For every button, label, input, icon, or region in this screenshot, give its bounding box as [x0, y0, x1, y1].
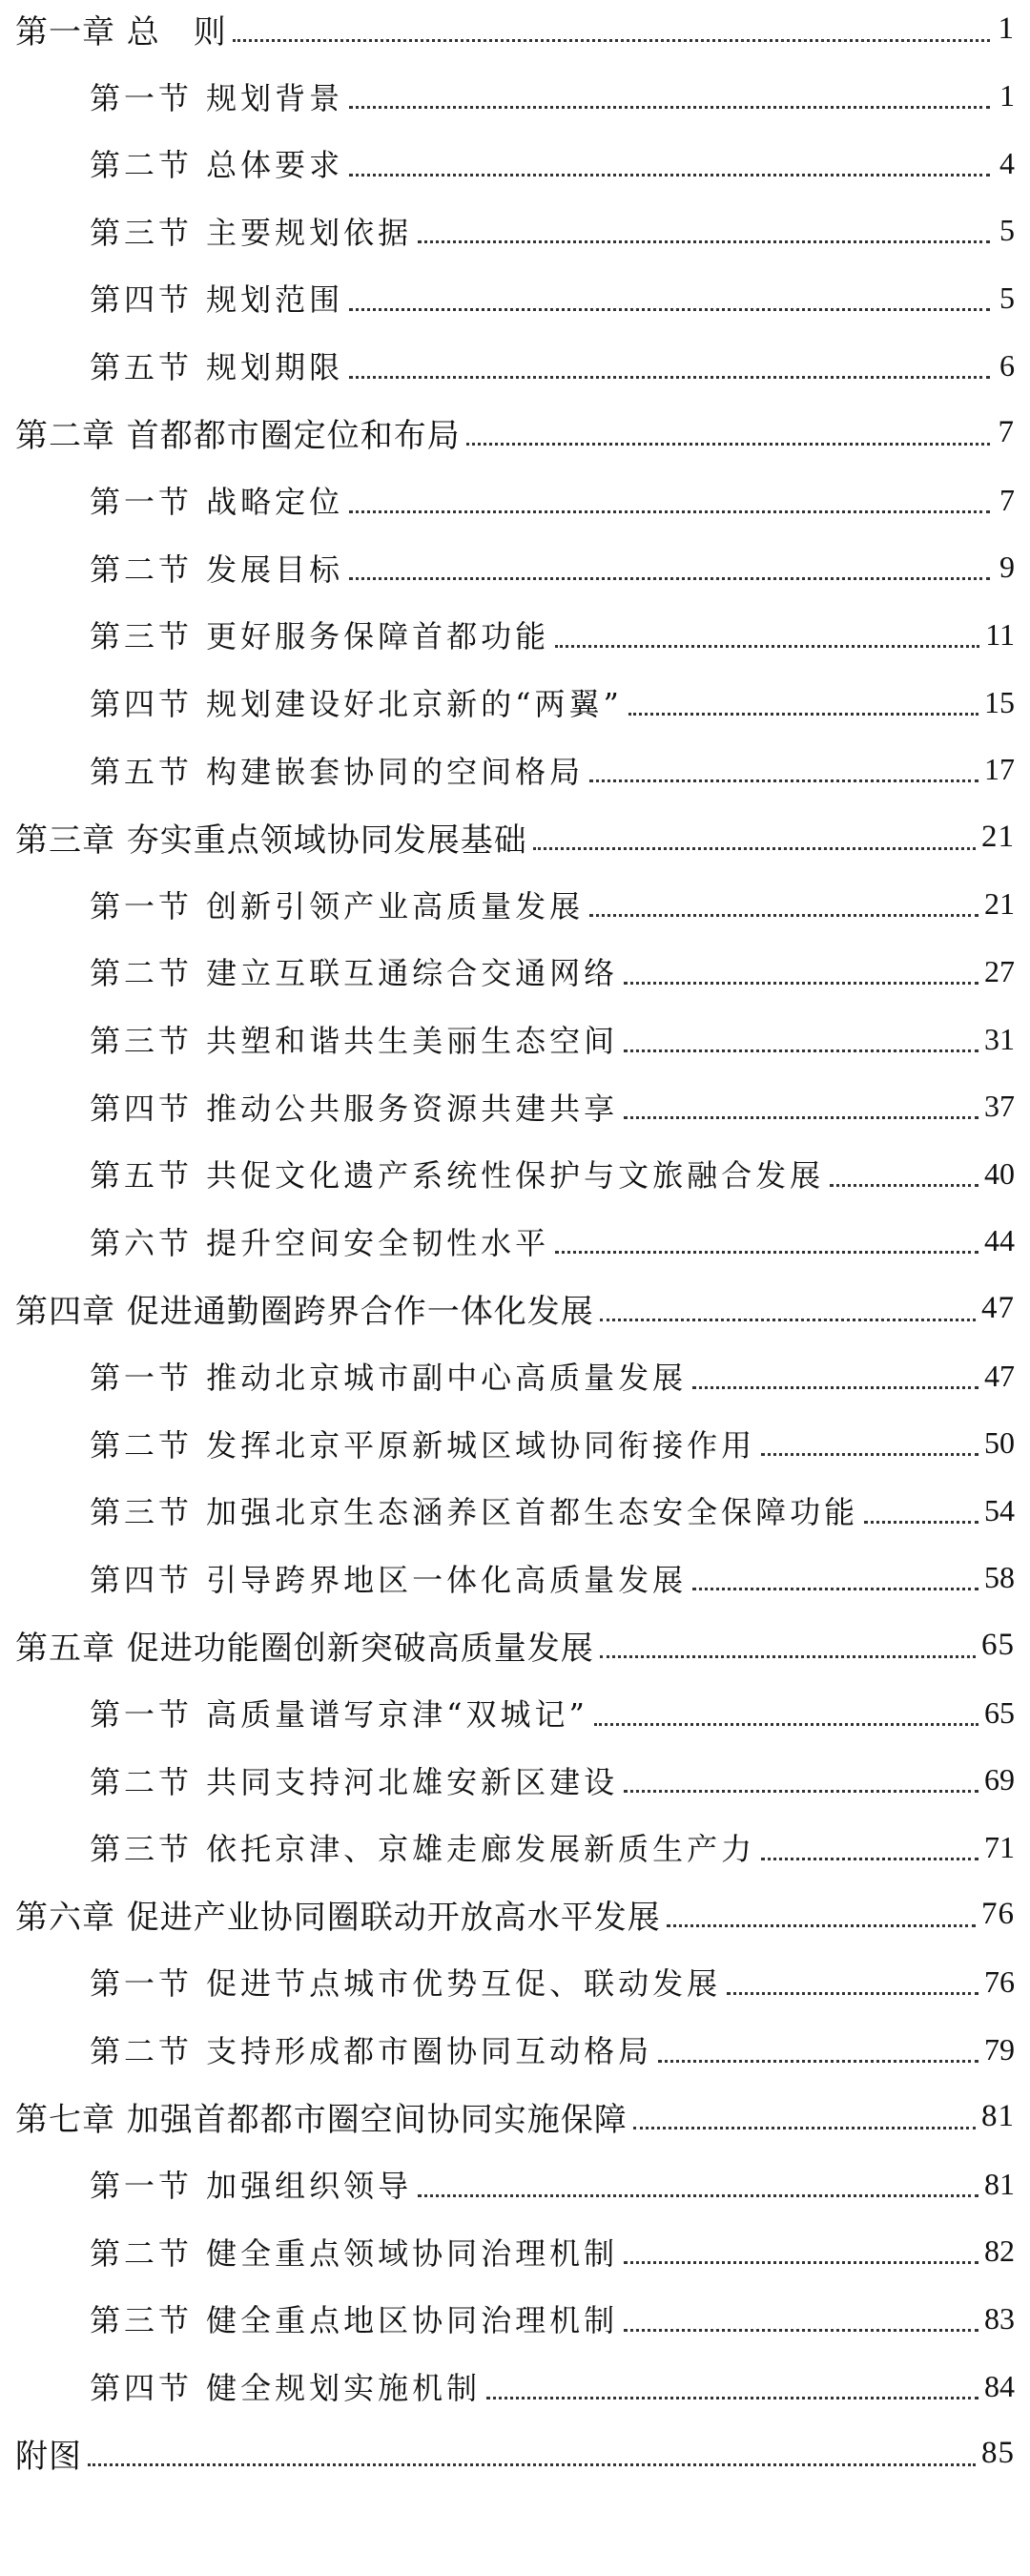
toc-page-number: 85: [981, 2436, 1015, 2471]
toc-entry-title: 第五章 促进功能圈创新突破高质量发展: [15, 1629, 594, 1668]
toc-page-number: 21: [981, 819, 1015, 854]
toc-page-number: 50: [984, 1425, 1015, 1461]
toc-page-number: 84: [984, 2368, 1015, 2403]
toc-entry-title: 第四节 健全规划实施机制: [90, 2370, 482, 2406]
toc-page-number: 47: [984, 1358, 1015, 1393]
dot-leader: [589, 779, 978, 782]
dot-leader: [594, 1723, 978, 1726]
toc-entry-title: 第一节 战略定位: [90, 484, 344, 521]
dot-leader: [418, 240, 990, 243]
toc-chapter-entry[interactable]: [15, 2425, 1015, 2483]
toc-entry-title: 第一节 推动北京城市副中心高质量发展: [90, 1360, 688, 1396]
toc-page-number: 4: [999, 145, 1015, 180]
toc-page-number: 54: [984, 1492, 1015, 1527]
toc-page-number: 69: [984, 1762, 1015, 1797]
toc-entry-title: 第四章 促进通勤圈跨界合作一体化发展: [15, 1292, 594, 1331]
dot-leader: [692, 1588, 978, 1590]
toc-section-entry[interactable]: [90, 269, 1015, 326]
dot-leader: [692, 1386, 978, 1389]
toc-page-number: 7: [999, 482, 1015, 517]
dot-leader: [624, 2261, 978, 2264]
toc-chapter-entry[interactable]: [15, 1886, 1015, 1943]
toc-page-number: 81: [984, 2166, 1015, 2201]
dot-leader: [600, 1655, 976, 1658]
toc-entry-title: 第四节 规划范围: [90, 281, 344, 319]
toc-entry-title: 第三节 更好服务保障首都功能: [90, 618, 550, 655]
toc-section-entry[interactable]: [90, 135, 1015, 192]
toc-section-entry[interactable]: [90, 337, 1015, 394]
toc-page-number: 27: [984, 953, 1015, 988]
toc-section-entry[interactable]: [90, 1347, 1015, 1404]
toc-entry-title: 第二节 发挥北京平原新城区域协同衔接作用: [90, 1426, 756, 1464]
toc-page-number: 71: [984, 1829, 1015, 1864]
toc-entry-title: 第七章 加强首都都市圈空间协同实施保障: [15, 2101, 628, 2140]
toc-section-entry[interactable]: [90, 202, 1015, 260]
dot-leader: [667, 1924, 976, 1927]
toc-page-number: 9: [999, 550, 1015, 585]
toc-entry-title: 第六章 促进产业协同圈联动开放高水平发展: [15, 1899, 661, 1938]
toc-page-number: 5: [999, 280, 1015, 315]
toc-section-entry[interactable]: [90, 1213, 1015, 1270]
dot-leader: [658, 2060, 978, 2063]
toc-section-entry[interactable]: [90, 471, 1015, 529]
toc-page-number: 40: [984, 1155, 1015, 1191]
toc-chapter-entry[interactable]: [15, 2088, 1015, 2146]
dot-leader: [349, 308, 990, 311]
toc-entry-title: 附图: [15, 2438, 82, 2477]
toc-entry-title: 第四节 推动公共服务资源共建共享: [90, 1090, 619, 1127]
toc-page-number: 15: [984, 684, 1015, 719]
toc-page-number: 47: [981, 1290, 1015, 1325]
toc-section-entry[interactable]: [90, 1549, 1015, 1607]
toc-page-number: 82: [984, 2233, 1015, 2269]
toc-page-number: 1: [998, 10, 1015, 46]
toc-section-entry[interactable]: [90, 2223, 1015, 2280]
dot-leader: [624, 1049, 978, 1052]
toc-page-number: 11: [985, 616, 1015, 652]
toc-page-number: 65: [981, 1627, 1015, 1662]
dot-leader: [761, 1858, 978, 1860]
dot-leader: [600, 1319, 976, 1321]
toc-section-entry[interactable]: [90, 2358, 1015, 2415]
dot-leader: [418, 2194, 978, 2197]
toc-section-entry[interactable]: [90, 1145, 1015, 1202]
dot-leader: [624, 1116, 978, 1119]
toc-section-entry[interactable]: [90, 1953, 1015, 2010]
toc-page-number: 6: [999, 347, 1015, 383]
toc-entry-title: 第三章 夯实重点领域协同发展基础: [15, 821, 527, 860]
toc-entry-title: 第五节 规划期限: [90, 349, 344, 385]
toc-section-entry[interactable]: [90, 539, 1015, 596]
toc-page-number: 83: [984, 2300, 1015, 2336]
toc-entry-title: 第二节 总体要求: [90, 147, 344, 184]
toc-entry-title: 第一节 高质量谱写京津“双城记”: [90, 1696, 588, 1733]
toc-page-number: 21: [984, 886, 1015, 922]
dot-leader: [761, 1453, 978, 1456]
dot-leader: [628, 713, 978, 716]
dot-leader: [486, 2397, 978, 2399]
toc-chapter-entry[interactable]: [15, 808, 1015, 865]
toc-entry-title: 第六节 提升空间安全韧性水平: [90, 1224, 550, 1261]
dot-leader: [589, 914, 978, 917]
toc-section-entry[interactable]: [90, 1078, 1015, 1135]
toc-chapter-entry[interactable]: [15, 1279, 1015, 1337]
toc-entry-title: 第四节 引导跨界地区一体化高质量发展: [90, 1561, 688, 1598]
toc-page-number: 44: [984, 1223, 1015, 1258]
toc-chapter-entry[interactable]: [15, 1616, 1015, 1673]
dot-leader: [349, 106, 990, 109]
dot-leader: [233, 39, 990, 42]
toc-section-entry[interactable]: [90, 1818, 1015, 1876]
toc-page-number: 76: [981, 1897, 1015, 1932]
toc-page-number: 81: [981, 2099, 1015, 2134]
dot-leader: [533, 847, 976, 850]
dot-leader: [349, 577, 990, 580]
toc-page-number: 7: [998, 415, 1015, 450]
toc-entry-title: 第二节 建立互联互通综合交通网络: [90, 955, 619, 992]
toc-page-number: 76: [984, 1963, 1015, 1999]
toc-chapter-entry[interactable]: [15, 0, 1015, 57]
toc-entry-title: 第二节 发展目标: [90, 551, 344, 588]
toc-section-entry[interactable]: [90, 1482, 1015, 1539]
toc-entry-title: 第一节 促进节点城市优势互促、联动发展: [90, 1965, 722, 2003]
dot-leader: [727, 1992, 978, 1995]
toc-section-entry[interactable]: [90, 68, 1015, 125]
dot-leader: [88, 2463, 976, 2466]
toc-entry-title: 第一章 总 则: [15, 12, 227, 52]
toc-section-entry[interactable]: [90, 1010, 1015, 1068]
toc-section-entry[interactable]: [90, 674, 1015, 731]
toc-section-entry[interactable]: [90, 1684, 1015, 1741]
toc-entry-title: 第三节 依托京津、京雄走廊发展新质生产力: [90, 1831, 756, 1868]
dot-leader: [624, 1790, 978, 1793]
toc-page-number: 17: [984, 752, 1015, 787]
dot-leader: [624, 2329, 978, 2332]
dot-leader: [633, 2127, 976, 2129]
toc-section-entry[interactable]: [90, 1415, 1015, 1472]
dot-leader: [349, 510, 990, 513]
toc-page-number: 37: [984, 1089, 1015, 1124]
dot-leader: [555, 645, 979, 648]
toc-section-entry[interactable]: [90, 943, 1015, 1000]
dot-leader: [349, 174, 990, 177]
toc-page-number: 5: [999, 213, 1015, 248]
toc-section-entry[interactable]: [90, 741, 1015, 799]
dot-leader: [466, 443, 990, 446]
toc-entry-title: 第一节 加强组织领导: [90, 2168, 413, 2205]
dot-leader: [349, 376, 990, 379]
dot-leader: [864, 1521, 978, 1524]
toc-entry-title: 第三节 加强北京生态涵养区首都生态安全保障功能: [90, 1494, 859, 1531]
dot-leader: [555, 1251, 978, 1254]
toc-entry-title: 第一节 创新引领产业高质量发展: [90, 887, 585, 924]
toc-entry-title: 第二节 健全重点领域协同治理机制: [90, 2234, 619, 2272]
toc-entry-title: 第二节 支持形成都市圈协同互动格局: [90, 2033, 653, 2069]
toc-page-number: 79: [984, 2031, 1015, 2067]
toc-entry-title: 第三节 健全重点地区协同治理机制: [90, 2302, 619, 2339]
toc-section-entry[interactable]: [90, 2155, 1015, 2212]
toc-entry-title: 第五节 共促文化遗产系统性保护与文旅融合发展: [90, 1157, 825, 1195]
toc-entry-title: 第二节 共同支持河北雄安新区建设: [90, 1763, 619, 1800]
toc-entry-title: 第二章 首都都市圈定位和布局: [15, 417, 461, 456]
toc-page-number: 65: [984, 1694, 1015, 1730]
toc-section-entry[interactable]: [90, 606, 1015, 663]
toc-entry-title: 第三节 共塑和谐共生美丽生态空间: [90, 1023, 619, 1059]
toc-page-number: 31: [984, 1021, 1015, 1056]
toc-entry-title: 第五节 构建嵌套协同的空间格局: [90, 753, 585, 790]
toc-section-entry[interactable]: [90, 1752, 1015, 1809]
toc-entry-title: 第一节 规划背景: [90, 79, 344, 116]
toc-section-entry[interactable]: [90, 2290, 1015, 2347]
toc-section-entry[interactable]: [90, 876, 1015, 933]
toc-page-number: 1: [999, 78, 1015, 114]
dot-leader: [624, 982, 978, 985]
toc-chapter-entry[interactable]: [15, 405, 1015, 462]
dot-leader: [830, 1184, 978, 1187]
toc-entry-title: 第三节 主要规划依据: [90, 214, 413, 251]
toc-entry-title: 第四节 规划建设好北京新的“两翼”: [90, 686, 623, 722]
toc-page-number: 58: [984, 1560, 1015, 1595]
toc-section-entry[interactable]: [90, 2021, 1015, 2078]
